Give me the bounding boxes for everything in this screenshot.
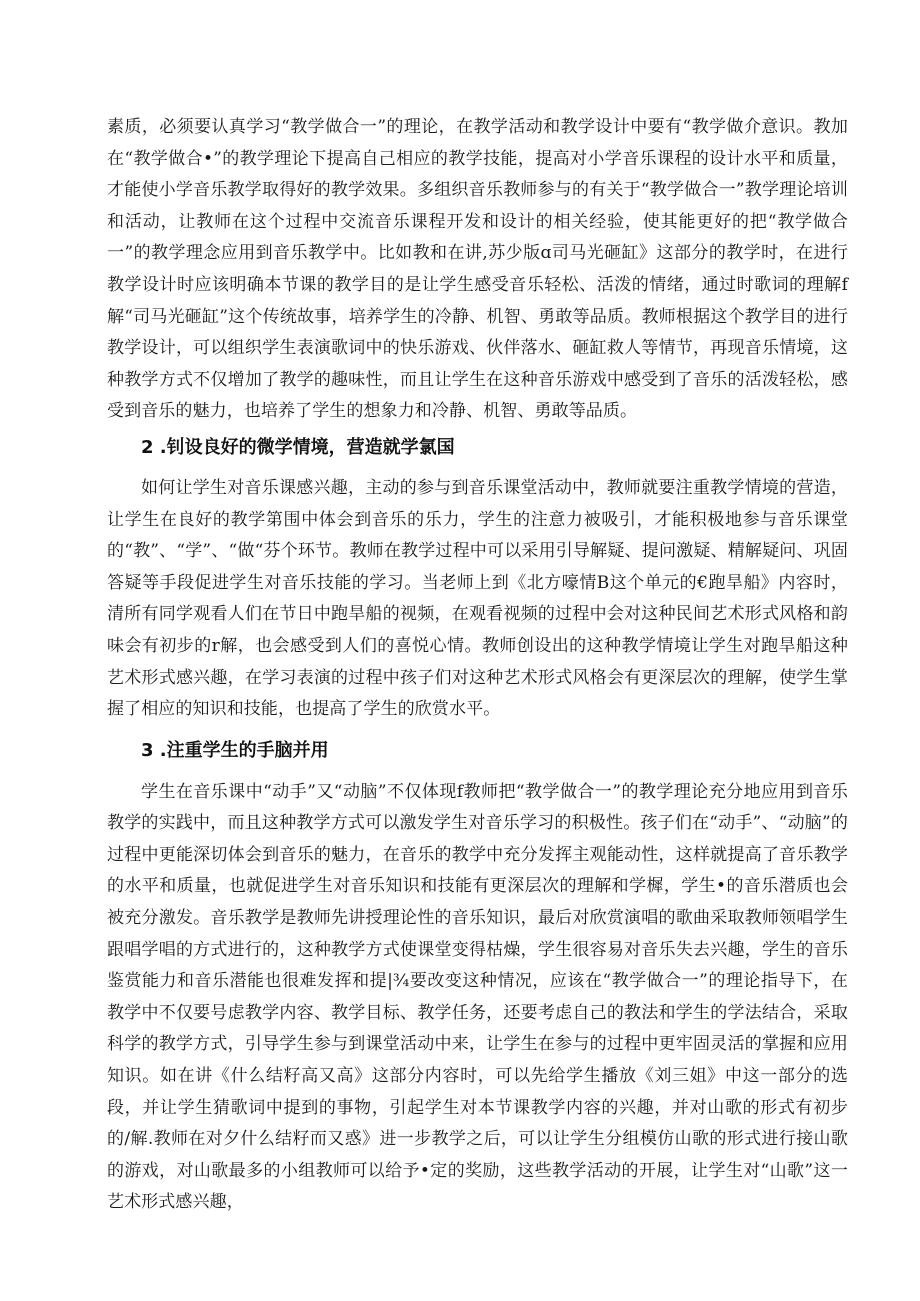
- paragraph-3: 学生在音乐课中“动手”又“动脑”不仅体现f教师把“教学做合一”的教学理论充分地应用到音乐教学的实践中，而且这种教学方式可以激发学生对音乐学习的积极性。孩子们在“动手”、“动脑”的过程中更能深切体会到音乐的魅力，在音乐的教学中充分发挥主观能动性，这样就提高了音乐教学的水平和质量，也就促进学生对音乐知识和技能有更深层次的理解和学樨，学生•的音乐潜质也会被充分激发。音乐教学是教师先讲授理论性的音乐知识，最后对欣赏演唱的歌曲采取教师领唱学生跟唱学唱的方式进行的，这种教学方式使课堂变得枯燥，学生很容易对音乐失去兴趣，学生的音乐鉴赏能力和音乐潜能也很难发挥和提|¾要改变这种情况，应该在“教学做合一”的理论指导下，在教学中不仅要号虑教学内容、教学目标、教学任务，还要考虑自己的教法和学生的学法结合，采取科学的教学方式，引导学生参与到课堂活动中来，让学生在参与的过程中更牢固灵活的掌握和应用知识。如在讲《什么结籽高又高》这部分内容时，可以先给学生播放《刘三姐》中这一部分的选段，并让学生猜歌词中提到的事物，引起学生对本节课教学内容的兴趣，并对山歌的形式有初步的/解.教师在对夕什么结籽而又惑》进一步教学之后，可以让学生分组模仿山歌的形式进行接山歌的游戏，对山歌最多的小组教师可以给予•定的奖励，这些教学活动的开展，让学生对“山歌”这一艺术形式感兴趣，: [107, 781, 848, 1213]
- section-heading-3: 3 .注重学生的手脑并用: [141, 739, 329, 761]
- section-heading-2: 2 .钊设良好的微学情境，营造就学氯国: [141, 436, 455, 458]
- paragraph-2: 如何让学生对音乐课感兴趣，主动的参与到音乐课堂活动中，教师就要注重教学情境的营造，让学生在良好的教学第围中体会到音乐的乐力，学生的注意力被吸引，才能积极地参与音乐课堂的“教”、“学”、“做“芬个环节。教师在教学过程中可以采用引导解疑、提问激疑、精解疑问、巩固答疑等手段促进学生对音乐技能的学习。当老师上到《北方嚎情B这个单元的€跑旱船》内容时，清所有同学观看人们在节日中跑旱船的视频，在观看视频的过程中会对这种民间艺术形式风格和韵味会有初步的r解，也会感受到人们的喜悦心情。教师创设出的这种教学情境让学生对跑旱船这种艺术形式感兴趣，在学习表演的过程中孩子们对这种艺术形式风格会有更深层次的理解，使学生掌握了相应的知识和技能，也提高了学生的欣赏水平。: [107, 477, 848, 720]
- document-body: [107, 112, 848, 1219]
- paragraph-1: 素质，必须要认真学习“教学做合一”的理论，在教学活动和教学设计中要有“教学做介意识。教加在“教学做合•”的教学理论下提高自己相应的教学技能，提高对小学音乐课程的设计水平和质量，才能使小学音乐教学取得好的教学效果。多组织音乐教师参与的有关于“教学做合一”教学理论培训和活动，让教师在这个过程中交流音乐课程开发和设计的相关经验，使其能更好的把“教学做合一”的教学理念应用到音乐教学中。比如教和在讲,苏少版ɑ司马光砸缸》这部分的教学时，在进行教学设计时应该明确本节课的教学目的是让学生感受音乐轻松、活泼的情绪，通过时歌词的理解f解“司马光砸缸”这个传统故事，培养学生的冷静、机智、勇敢等品质。教师根据这个教学目的进行教学设计，可以组织学生表演歌词中的快乐游戏、伙伴落水、砸缸救人等情节，再现音乐情境，这种教学方式不仅增加了教学的趣味性，而且让学生在这种音乐游戏中感受到了音乐的活泼轻松，感受到音乐的魅力，也培养了学生的想象力和冷静、机智、勇敢等品质。: [107, 117, 848, 422]
